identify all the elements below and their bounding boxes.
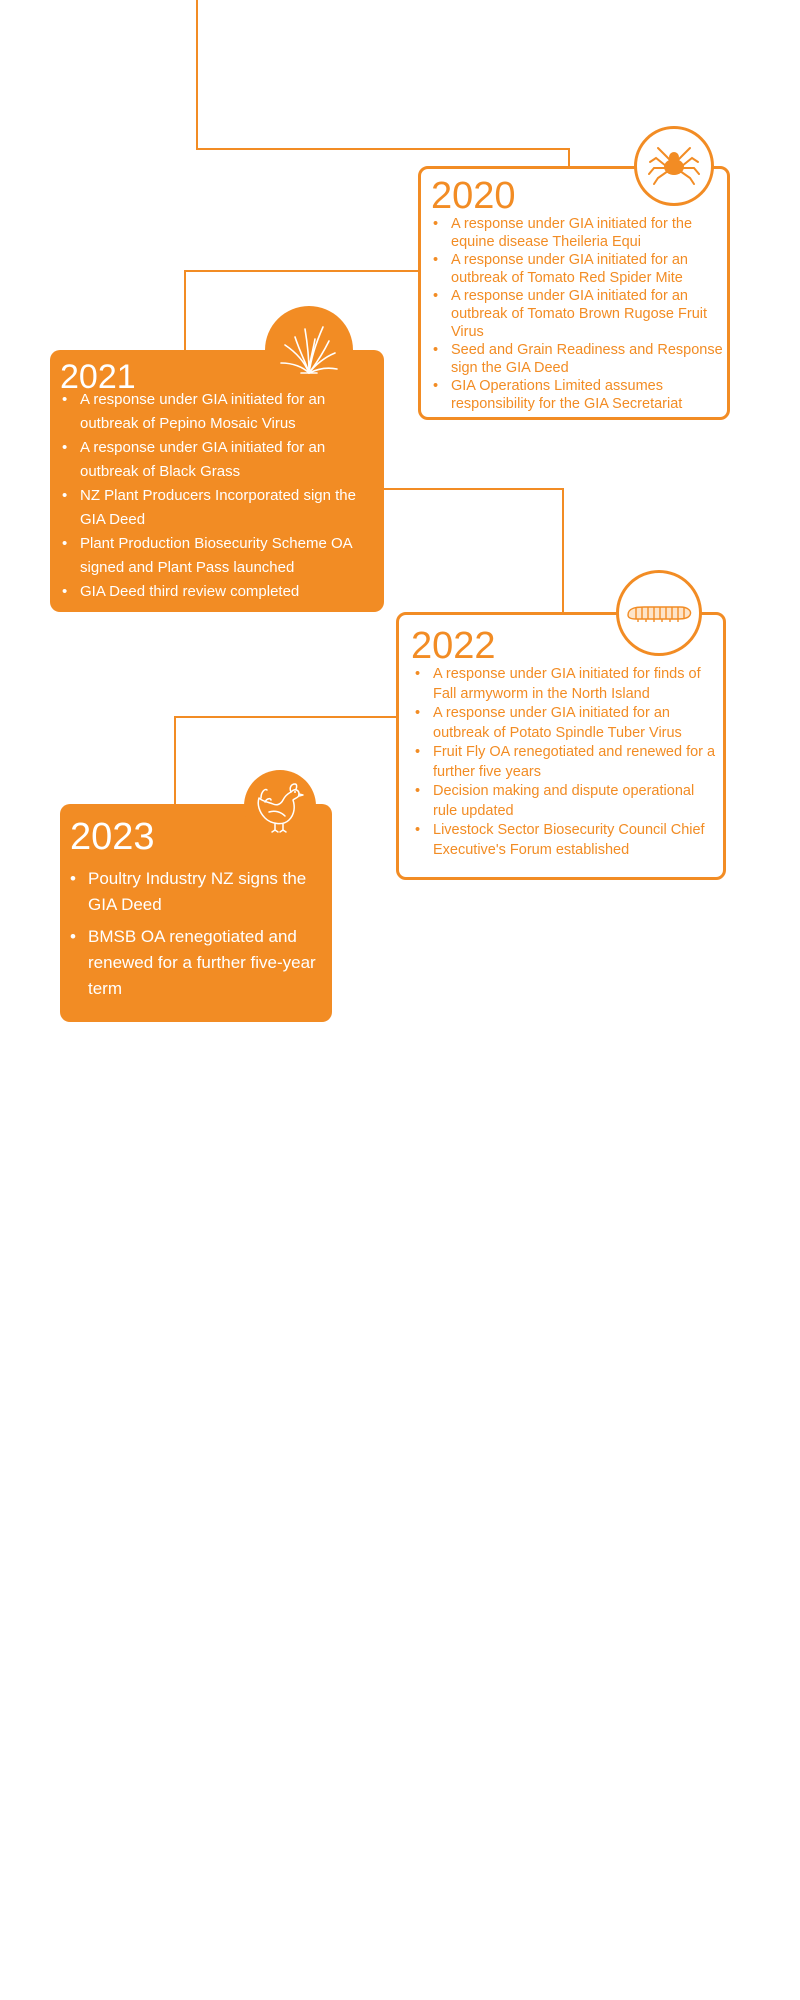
list-item: • Decision making and dispute operational rule updated	[413, 782, 719, 821]
timeline-connector	[196, 148, 570, 150]
list-item: • Seed and Grain Readiness and Response sign the GIA Deed	[431, 341, 723, 377]
timeline-connector	[184, 270, 420, 272]
list-item: • A response under GIA initiated for an outbreak of Tomato Red Spider Mite	[431, 251, 723, 287]
grass-icon	[265, 306, 353, 394]
list-item: • Plant Production Biosecurity Scheme OA signed and Plant Pass launched	[60, 532, 360, 580]
year-heading: 2020	[431, 175, 516, 217]
spider-mite-icon	[634, 126, 714, 206]
timeline-card-2021	[50, 350, 384, 612]
list-item: • Livestock Sector Biosecurity Council Chief Executive's Forum established	[413, 821, 719, 860]
event-list	[60, 388, 360, 604]
caterpillar-icon	[616, 570, 702, 656]
timeline-connector	[196, 0, 198, 150]
list-item: • NZ Plant Producers Incorporated sign the GIA Deed	[60, 484, 360, 532]
timeline-connector	[384, 488, 564, 490]
list-item: • A response under GIA initiated for an outbreak of Pepino Mosaic Virus	[60, 388, 360, 436]
list-item: • A response under GIA initiated for the equine disease Theileria Equi	[431, 215, 723, 251]
event-list	[413, 665, 719, 860]
chicken-icon	[244, 770, 316, 842]
timeline-connector	[562, 488, 564, 614]
timeline-connector	[184, 270, 186, 352]
list-item: • A response under GIA initiated for an outbreak of Potato Spindle Tuber Virus	[413, 704, 719, 743]
list-item: • A response under GIA initiated for an outbreak of Black Grass	[60, 436, 360, 484]
list-item: • Fruit Fly OA renegotiated and renewed for a further five years	[413, 743, 719, 782]
list-item: • GIA Deed third review completed	[60, 580, 360, 604]
list-item: • BMSB OA renegotiated and renewed for a further five-year term	[68, 924, 324, 1002]
list-item: • A response under GIA initiated for finds of Fall armyworm in the North Island	[413, 665, 719, 704]
list-item: • Poultry Industry NZ signs the GIA Deed	[68, 866, 324, 918]
event-list	[68, 866, 324, 1002]
year-heading: 2021	[60, 358, 136, 396]
timeline-connector	[174, 716, 176, 806]
year-heading: 2022	[411, 625, 496, 667]
list-item: • GIA Operations Limited assumes responsibility for the GIA Secretariat	[431, 377, 723, 413]
event-list	[431, 215, 723, 413]
year-heading: 2023	[70, 816, 155, 858]
timeline-connector	[174, 716, 398, 718]
list-item: • A response under GIA initiated for an outbreak of Tomato Brown Rugose Fruit Virus	[431, 287, 723, 341]
